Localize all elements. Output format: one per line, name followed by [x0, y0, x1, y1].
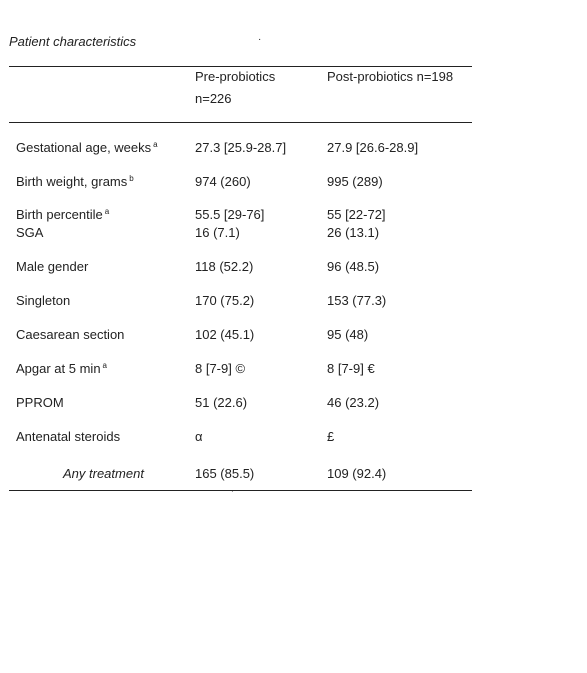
- row-pre-birth-weight: 974 (260): [195, 174, 251, 189]
- row-label-apgar: Apgar at 5 min $^a$: [16, 361, 107, 376]
- row-label-male-gender: Male gender: [16, 259, 89, 274]
- row-post-any-treatment: 109 (92.4): [327, 466, 387, 481]
- row-label-any-treatment: Any treatment: [63, 466, 144, 481]
- row-label-birth-percentile: Birth percentile $^a$: [16, 207, 110, 222]
- row-label-gestational-age: Gestational age, weeks $^a$: [16, 140, 158, 155]
- row-post-birth-weight: 995 (289): [327, 174, 383, 189]
- header-pre-n: n=226: [195, 91, 232, 106]
- row-post-sga: 26 (13.1): [327, 225, 380, 240]
- header-post-probiotics: Post-probiotics n=198: [327, 69, 454, 84]
- bottom-rule: [9, 490, 472, 491]
- row-pre-male-gender: 118 (52.2): [195, 259, 254, 274]
- row-post-pprom: 46 (23.2): [327, 395, 380, 410]
- row-pre-caesarean: 102 (45.1): [195, 327, 255, 342]
- row-label-pprom: PPROM: [16, 395, 64, 410]
- row-post-gestational-age: 27.9 [26.6-28.9]: [327, 140, 419, 155]
- row-post-antenatal-steroids: £: [327, 429, 335, 444]
- header-pre-label: Pre-probiotics: [195, 69, 276, 84]
- row-pre-sga: 16 (7.1): [195, 225, 240, 240]
- row-pre-pprom: 51 (22.6): [195, 395, 248, 410]
- row-label-sga: SGA: [16, 225, 44, 240]
- row-post-male-gender: 96 (48.5): [327, 259, 380, 274]
- header-pre-probiotics: [195, 66, 275, 110]
- row-label-caesarean: Caesarean section: [16, 327, 125, 342]
- row-pre-antenatal-steroids: α: [195, 429, 203, 444]
- row-pre-singleton: 170 (75.2): [195, 293, 255, 308]
- row-post-caesarean: 95 (48): [327, 327, 369, 342]
- row-post-singleton: 153 (77.3): [327, 293, 387, 308]
- row-post-birth-percentile: 55 [22-72]: [327, 207, 386, 222]
- table-caption: Patient characteristics: [9, 34, 137, 49]
- row-label-antenatal-steroids: Antenatal steroids: [16, 429, 121, 444]
- stray-mark: ·: [258, 34, 262, 45]
- row-pre-birth-percentile: 55.5 [29-76]: [195, 207, 265, 222]
- row-post-apgar: 8 [7-9] €: [327, 361, 375, 376]
- row-pre-apgar: 8 [7-9] ©: [195, 361, 246, 376]
- row-pre-any-treatment: 165 (85.5): [195, 466, 255, 481]
- row-label-birth-weight: Birth weight, grams $^b$: [16, 174, 134, 189]
- row-pre-gestational-age: 27.3 [25.9-28.7]: [195, 140, 287, 155]
- row-label-singleton: Singleton: [16, 293, 71, 308]
- header-rule: [9, 122, 472, 123]
- stray-mark-bottom: ·: [231, 487, 234, 496]
